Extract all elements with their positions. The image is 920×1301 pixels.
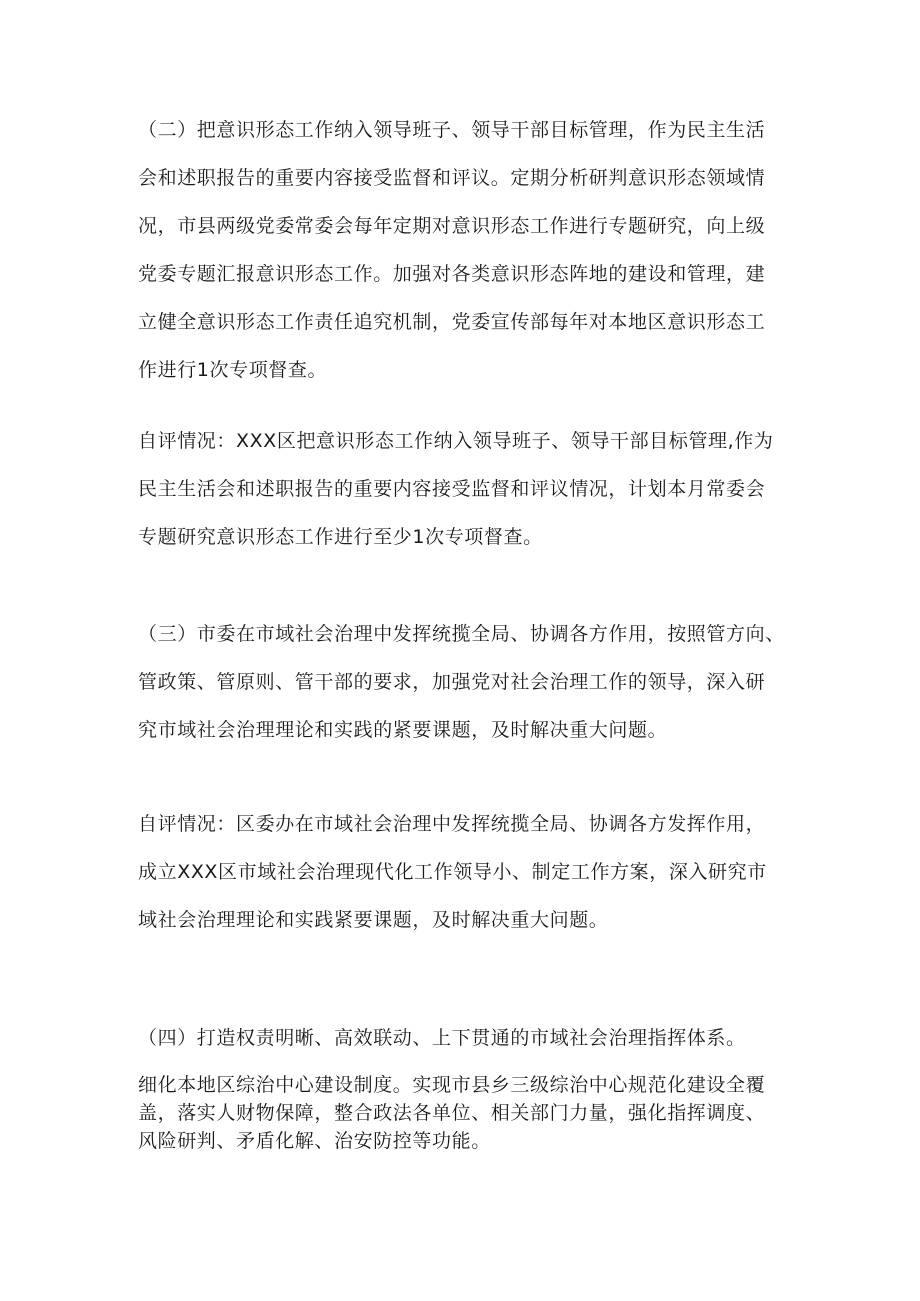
text-line: （四）打造权责明晰、高效联动、上下贯通的市域社会治理指挥体系。 <box>138 1027 746 1049</box>
text-line: 况，市县两级党委常委会每年定期对意识形态工作进行专题研究，向上级 <box>138 215 766 237</box>
section-2-paragraph <box>138 106 798 394</box>
text-line: 民主生活会和述职报告的重要内容接受监督和评议情况，计划本月常委会 <box>138 478 766 500</box>
text-line: （三）市委在市域社会治理中发挥统揽全局、协调各方作用，按照管方向、 <box>138 623 785 645</box>
text-line: 会和述职报告的重要内容接受监督和评议。定期分析研判意识形态领域情 <box>138 167 766 189</box>
section-3-paragraph <box>138 610 798 754</box>
text-line: （二）把意识形态工作纳入领导班子、领导干部目标管理，作为民主生活 <box>138 119 766 141</box>
self-evaluation-2-paragraph <box>138 417 798 561</box>
section-4-body-paragraph <box>138 1071 798 1155</box>
text-line: 专题研究意识形态工作进行至少1次专项督查。 <box>138 526 543 548</box>
text-line: 作进行1次专项督查。 <box>138 359 328 381</box>
self-evaluation-3-paragraph <box>138 800 798 944</box>
text-line: 成立XXX区市域社会治理现代化工作领导小、制定工作方案，深入研究市 <box>138 861 767 883</box>
text-line: 立健全意识形态工作责任追究机制，党委宣传部每年对本地区意识形态工 <box>138 311 766 333</box>
text-line: 自评情况：区委办在市域社会治理中发挥统揽全局、协调各方发挥作用， <box>138 813 766 835</box>
text-line: 党委专题汇报意识形态工作。加强对各类意识形态阵地的建设和管理，建 <box>138 263 766 285</box>
text-line: 自评情况：XXX区把意识形态工作纳入领导班子、领导干部目标管理,作为 <box>138 430 774 452</box>
section-4-heading <box>138 1014 798 1062</box>
text-line: 管政策、管原则、管干部的要求，加强党对社会治理工作的领导，深入研 <box>138 671 766 693</box>
text-line: 细化本地区综治中心建设制度。实现市县乡三级综治中心规范化建设全覆 <box>138 1074 766 1096</box>
text-line: 风险研判、矛盾化解、治安防控等功能。 <box>138 1130 491 1152</box>
text-line: 盖，落实人财物保障，整合政法各单位、相关部门力量，强化指挥调度、 <box>138 1102 766 1124</box>
text-line: 究市域社会治理理论和实践的紧要课题，及时解决重大问题。 <box>138 719 668 741</box>
text-line: 域社会治理理论和实践紧要课题，及时解决重大问题。 <box>138 909 609 931</box>
